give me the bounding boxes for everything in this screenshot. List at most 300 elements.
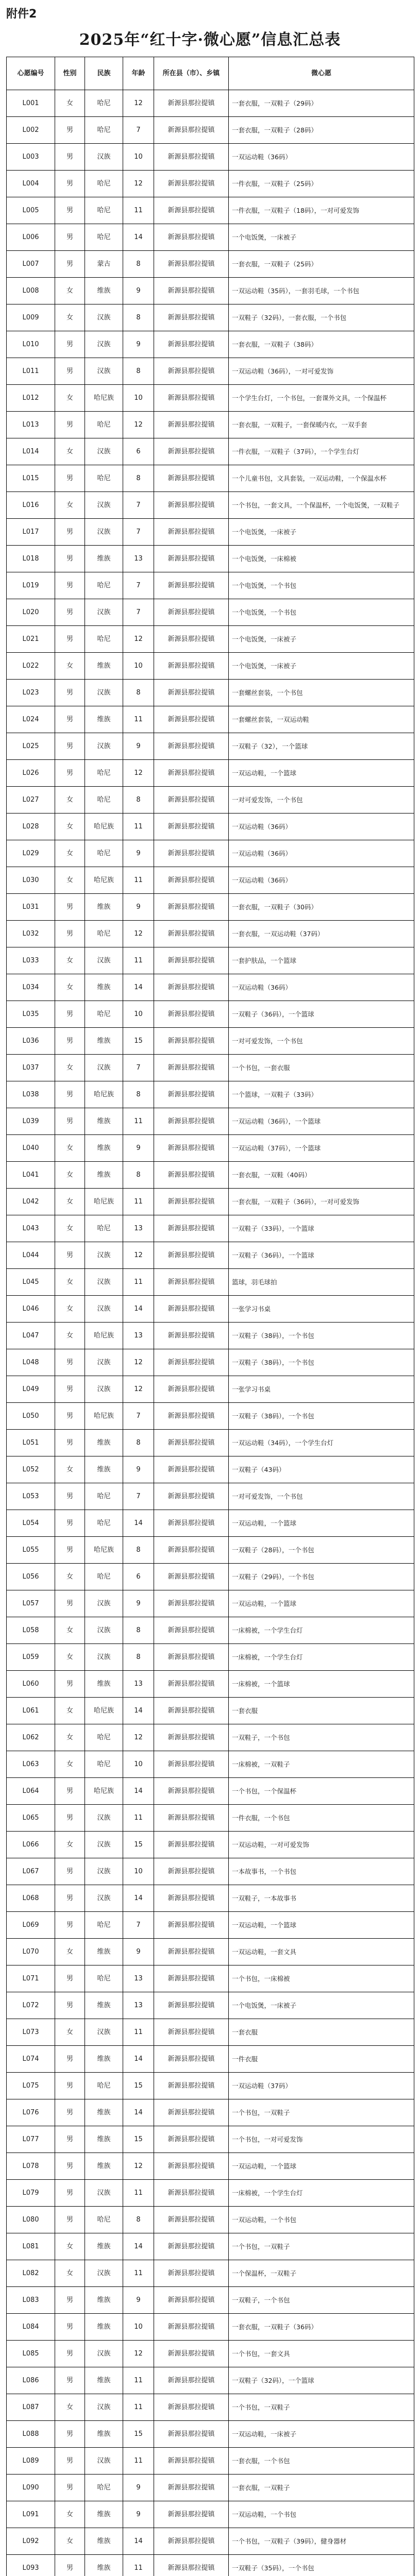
cell-location: 新源县那拉提镇 [154,412,229,438]
cell-gender: 男 [55,331,85,358]
cell-wish-id: L057 [7,1590,55,1617]
table-row [7,2475,414,2501]
table-row [7,412,414,438]
cell-ethnicity: 维族 [85,2555,123,2576]
cell-wish-id: L018 [7,546,55,572]
table-row [7,1939,414,1965]
cell-gender: 男 [55,1081,85,1108]
cell-location: 新源县那拉提镇 [154,1965,229,1992]
cell-age: 11 [123,2555,154,2576]
table-row [7,117,414,144]
cell-wish-id: L056 [7,1564,55,1590]
cell-location: 新源县那拉提镇 [154,1189,229,1215]
cell-micro-wish: 一套衣服，一双鞋子（30码） [229,894,414,921]
cell-age: 9 [123,278,154,304]
cell-wish-id: L017 [7,519,55,546]
cell-age: 8 [123,251,154,278]
cell-ethnicity: 哈尼 [85,412,123,438]
cell-location: 新源县那拉提镇 [154,438,229,465]
cell-gender: 女 [55,1832,85,1858]
cell-micro-wish: 一双运动鞋（37码），一个篮球 [229,1135,414,1162]
cell-ethnicity: 维族 [85,2314,123,2341]
cell-ethnicity: 哈尼 [85,921,123,947]
cell-location: 新源县那拉提镇 [154,840,229,867]
cell-wish-id: L004 [7,171,55,197]
cell-ethnicity: 维族 [85,1135,123,1162]
cell-micro-wish: 一双鞋子（32码），一个篮球 [229,2367,414,2394]
cell-micro-wish: 一套护肤品，一个篮球 [229,947,414,974]
cell-ethnicity: 维族 [85,653,123,680]
table-row [7,1885,414,1912]
cell-age: 9 [123,331,154,358]
cell-ethnicity: 哈尼族 [85,385,123,412]
cell-age: 9 [123,2475,154,2501]
cell-age: 8 [123,1617,154,1644]
cell-ethnicity: 维族 [85,2099,123,2126]
cell-ethnicity: 维族 [85,2528,123,2555]
cell-gender: 男 [55,1537,85,1564]
cell-location: 新源县那拉提镇 [154,2019,229,2046]
cell-age: 13 [123,1965,154,1992]
cell-micro-wish: 一张学习书桌 [229,1376,414,1403]
table-row [7,947,414,974]
cell-micro-wish: 一床棉被，一个学生台灯 [229,1617,414,1644]
cell-gender: 男 [55,2475,85,2501]
cell-age: 9 [123,2287,154,2314]
cell-gender: 男 [55,251,85,278]
cell-micro-wish: 一个电饭煲，一床被子 [229,224,414,251]
cell-ethnicity: 维族 [85,2233,123,2260]
cell-location: 新源县那拉提镇 [154,1215,229,1242]
cell-location: 新源县那拉提镇 [154,2180,229,2207]
cell-ethnicity: 汉族 [85,1885,123,1912]
cell-wish-id: L025 [7,733,55,760]
cell-wish-id: L008 [7,278,55,304]
cell-ethnicity: 哈尼 [85,2475,123,2501]
cell-ethnicity: 哈尼 [85,465,123,492]
table-row [7,1912,414,1939]
cell-ethnicity: 哈尼族 [85,1323,123,1349]
cell-age: 10 [123,1751,154,1778]
cell-location: 新源县那拉提镇 [154,2126,229,2153]
cell-age: 7 [123,1483,154,1510]
cell-micro-wish: 一双鞋子（38码），一个书包 [229,1403,414,1430]
cell-micro-wish: 一套衣服，一双鞋子 [229,2475,414,2501]
cell-location: 新源县那拉提镇 [154,572,229,599]
cell-age: 8 [123,358,154,385]
cell-gender: 男 [55,1805,85,1832]
table-row [7,1001,414,1028]
table-row [7,1055,414,1081]
table-row [7,1135,414,1162]
cell-ethnicity: 维族 [85,2287,123,2314]
cell-micro-wish: 一双运动鞋，一个篮球 [229,760,414,787]
cell-wish-id: L075 [7,2073,55,2099]
cell-ethnicity: 汉族 [85,680,123,706]
cell-location: 新源县那拉提镇 [154,1858,229,1885]
cell-age: 6 [123,438,154,465]
table-row [7,2153,414,2180]
cell-wish-id: L047 [7,1323,55,1349]
cell-ethnicity: 哈尼族 [85,1189,123,1215]
cell-wish-id: L074 [7,2046,55,2073]
cell-wish-id: L001 [7,90,55,117]
cell-micro-wish: 一对可爱发饰，一个书包 [229,787,414,814]
cell-age: 14 [123,2233,154,2260]
cell-micro-wish: 一双鞋子，一本故事书 [229,1885,414,1912]
table-row [7,2287,414,2314]
cell-micro-wish: 一套衣服，一双鞋子（25码） [229,251,414,278]
header-age: 年龄 [123,57,154,90]
cell-wish-id: L068 [7,1885,55,1912]
cell-ethnicity: 汉族 [85,358,123,385]
cell-ethnicity: 汉族 [85,438,123,465]
cell-location: 新源县那拉提镇 [154,1992,229,2019]
cell-age: 12 [123,90,154,117]
table-row [7,814,414,840]
cell-gender: 男 [55,2126,85,2153]
cell-gender: 男 [55,1108,85,1135]
cell-gender: 男 [55,2153,85,2180]
cell-ethnicity: 维族 [85,1430,123,1456]
cell-location: 新源县那拉提镇 [154,1939,229,1965]
cell-wish-id: L070 [7,1939,55,1965]
cell-age: 10 [123,2314,154,2341]
table-row [7,1698,414,1724]
cell-wish-id: L021 [7,626,55,653]
cell-gender: 男 [55,1430,85,1456]
cell-ethnicity: 汉族 [85,1590,123,1617]
cell-gender: 女 [55,787,85,814]
cell-micro-wish: 一个书包，一套衣服 [229,1055,414,1081]
cell-location: 新源县那拉提镇 [154,304,229,331]
cell-ethnicity: 哈尼 [85,840,123,867]
cell-gender: 女 [55,1189,85,1215]
cell-gender: 男 [55,1992,85,2019]
document-title: 2025年“红十字·微心愿”信息汇总表 [79,31,341,49]
table-header-row [7,57,414,90]
cell-wish-id: L076 [7,2099,55,2126]
cell-gender: 女 [55,1162,85,1189]
cell-ethnicity: 维族 [85,894,123,921]
table-body [7,90,414,2576]
cell-gender: 男 [55,1242,85,1269]
cell-location: 新源县那拉提镇 [154,1403,229,1430]
cell-ethnicity: 汉族 [85,519,123,546]
cell-micro-wish: 一张学习书桌 [229,1296,414,1323]
cell-wish-id: L024 [7,706,55,733]
cell-ethnicity: 哈尼 [85,1001,123,1028]
cell-location: 新源县那拉提镇 [154,760,229,787]
cell-age: 11 [123,2019,154,2046]
cell-micro-wish: 一件衣服，一个书包 [229,1805,414,1832]
cell-micro-wish: 一个电饭煲，一床被子 [229,653,414,680]
cell-ethnicity: 维族 [85,1992,123,2019]
cell-age: 9 [123,894,154,921]
cell-micro-wish: 一个书包，一套文具 [229,2341,414,2367]
cell-location: 新源县那拉提镇 [154,2341,229,2367]
cell-age: 12 [123,626,154,653]
cell-gender: 女 [55,1751,85,1778]
cell-wish-id: L040 [7,1135,55,1162]
cell-gender: 女 [55,1296,85,1323]
cell-micro-wish: 一个书包，一对可爱发饰 [229,2126,414,2153]
cell-age: 9 [123,1135,154,1162]
cell-wish-id: L028 [7,814,55,840]
cell-age: 7 [123,117,154,144]
cell-wish-id: L016 [7,492,55,519]
cell-wish-id: L029 [7,840,55,867]
cell-age: 8 [123,1081,154,1108]
table-row [7,2394,414,2421]
cell-age: 8 [123,1162,154,1189]
cell-gender: 女 [55,1269,85,1296]
cell-micro-wish: 一床棉被，一个学生台灯 [229,2180,414,2207]
cell-location: 新源县那拉提镇 [154,1671,229,1698]
cell-wish-id: L058 [7,1617,55,1644]
cell-wish-id: L067 [7,1858,55,1885]
table-row [7,2233,414,2260]
cell-wish-id: L014 [7,438,55,465]
cell-age: 7 [123,519,154,546]
cell-micro-wish: 一个电饭煲，一床棉被 [229,546,414,572]
cell-micro-wish: 一双鞋子，一个书包 [229,1724,414,1751]
table-row [7,358,414,385]
cell-location: 新源县那拉提镇 [154,894,229,921]
cell-gender: 男 [55,626,85,653]
cell-micro-wish: 一个保温杯，一双鞋子 [229,2260,414,2287]
cell-age: 12 [123,921,154,947]
cell-age: 8 [123,1537,154,1564]
cell-ethnicity: 汉族 [85,2180,123,2207]
cell-gender: 男 [55,1671,85,1698]
table-row [7,171,414,197]
cell-wish-id: L082 [7,2260,55,2287]
cell-gender: 男 [55,171,85,197]
cell-micro-wish: 一个电饭煲，一床被子 [229,1992,414,2019]
cell-ethnicity: 哈尼 [85,1215,123,1242]
cell-wish-id: L026 [7,760,55,787]
cell-ethnicity: 哈尼 [85,197,123,224]
cell-age: 15 [123,2073,154,2099]
cell-gender: 男 [55,2341,85,2367]
cell-ethnicity: 哈尼族 [85,1403,123,1430]
cell-micro-wish: 一套衣服，一双鞋子（38码） [229,331,414,358]
cell-micro-wish: 一双运动鞋（36码） [229,144,414,171]
table-row [7,2421,414,2448]
cell-micro-wish: 一套衣服，一双运动鞋（37码） [229,921,414,947]
cell-age: 14 [123,974,154,1001]
cell-wish-id: L003 [7,144,55,171]
cell-micro-wish: 一双运动鞋，一个书包 [229,2207,414,2233]
cell-age: 14 [123,224,154,251]
cell-wish-id: L060 [7,1671,55,1698]
cell-wish-id: L045 [7,1269,55,1296]
cell-gender: 男 [55,599,85,626]
cell-ethnicity: 哈尼 [85,224,123,251]
table-row [7,2046,414,2073]
cell-gender: 女 [55,90,85,117]
cell-ethnicity: 维族 [85,2153,123,2180]
cell-gender: 女 [55,2260,85,2287]
cell-gender: 男 [55,1001,85,1028]
cell-location: 新源县那拉提镇 [154,974,229,1001]
cell-micro-wish: 一套衣服，一双鞋子（28码） [229,117,414,144]
cell-ethnicity: 哈尼 [85,787,123,814]
cell-wish-id: L080 [7,2207,55,2233]
table-row [7,1537,414,1564]
cell-age: 13 [123,1992,154,2019]
cell-age: 9 [123,733,154,760]
cell-gender: 男 [55,572,85,599]
cell-wish-id: L041 [7,1162,55,1189]
cell-gender: 女 [55,2394,85,2421]
cell-wish-id: L043 [7,1215,55,1242]
cell-gender: 男 [55,1778,85,1805]
cell-micro-wish: 一套衣服，一双鞋子（36码） [229,2314,414,2341]
cell-location: 新源县那拉提镇 [154,2207,229,2233]
table-row [7,2260,414,2287]
cell-gender: 女 [55,814,85,840]
cell-ethnicity: 汉族 [85,1242,123,1269]
table-row [7,1376,414,1403]
cell-gender: 女 [55,840,85,867]
cell-micro-wish: 一双鞋子（28码），一个书包 [229,1537,414,1564]
cell-micro-wish: 一个书包，一双鞋子（39码），健身器材 [229,2528,414,2555]
table-row [7,894,414,921]
cell-gender: 女 [55,653,85,680]
cell-location: 新源县那拉提镇 [154,1376,229,1403]
cell-ethnicity: 汉族 [85,1832,123,1858]
cell-wish-id: L093 [7,2555,55,2576]
cell-gender: 女 [55,2501,85,2528]
cell-wish-id: L071 [7,1965,55,1992]
cell-ethnicity: 哈尼 [85,1510,123,1537]
cell-location: 新源县那拉提镇 [154,1055,229,1081]
header-gender: 性别 [55,57,85,90]
cell-gender: 男 [55,2180,85,2207]
cell-ethnicity: 哈尼 [85,90,123,117]
table-row [7,304,414,331]
cell-location: 新源县那拉提镇 [154,171,229,197]
cell-ethnicity: 维族 [85,974,123,1001]
cell-gender: 男 [55,2073,85,2099]
cell-gender: 女 [55,2528,85,2555]
table-row [7,251,414,278]
cell-gender: 男 [55,465,85,492]
cell-location: 新源县那拉提镇 [154,2260,229,2287]
cell-micro-wish: 一双运动鞋（36码） [229,974,414,1001]
cell-location: 新源县那拉提镇 [154,2528,229,2555]
cell-wish-id: L005 [7,197,55,224]
table-row [7,1242,414,1269]
header-location: 所在县（市）、乡镇 [154,57,229,90]
cell-gender: 女 [55,1323,85,1349]
cell-location: 新源县那拉提镇 [154,947,229,974]
cell-location: 新源县那拉提镇 [154,1001,229,1028]
cell-location: 新源县那拉提镇 [154,2394,229,2421]
cell-gender: 男 [55,733,85,760]
cell-wish-id: L027 [7,787,55,814]
cell-gender: 男 [55,2421,85,2448]
cell-age: 12 [123,2341,154,2367]
cell-gender: 男 [55,1376,85,1403]
cell-wish-id: L054 [7,1510,55,1537]
cell-ethnicity: 汉族 [85,733,123,760]
cell-location: 新源县那拉提镇 [154,1483,229,1510]
cell-micro-wish: 一双运动鞋，一个篮球 [229,2153,414,2180]
cell-age: 15 [123,2126,154,2153]
cell-location: 新源县那拉提镇 [154,867,229,894]
cell-location: 新源县那拉提镇 [154,1698,229,1724]
cell-gender: 女 [55,278,85,304]
cell-age: 7 [123,1055,154,1081]
cell-wish-id: L090 [7,2475,55,2501]
cell-wish-id: L053 [7,1483,55,1510]
cell-wish-id: L073 [7,2019,55,2046]
cell-gender: 男 [55,1965,85,1992]
cell-ethnicity: 维族 [85,1671,123,1698]
cell-gender: 女 [55,438,85,465]
cell-ethnicity: 汉族 [85,144,123,171]
cell-location: 新源县那拉提镇 [154,1805,229,1832]
cell-micro-wish: 一套衣服 [229,1698,414,1724]
header-wish-id: 心愿编号 [7,57,55,90]
cell-age: 11 [123,1805,154,1832]
cell-micro-wish: 一件衣服，一双鞋子（25码） [229,171,414,197]
cell-gender: 男 [55,2099,85,2126]
cell-age: 8 [123,787,154,814]
cell-ethnicity: 维族 [85,2126,123,2153]
table-row [7,733,414,760]
cell-micro-wish: 一双运动鞋（36码） [229,840,414,867]
table-row [7,974,414,1001]
table-row [7,787,414,814]
cell-micro-wish: 一套衣服 [229,2019,414,2046]
cell-wish-id: L009 [7,304,55,331]
cell-ethnicity: 蒙古 [85,251,123,278]
table-row [7,1992,414,2019]
cell-age: 7 [123,1403,154,1430]
cell-wish-id: L051 [7,1430,55,1456]
cell-micro-wish: 一双运动鞋（36码） [229,814,414,840]
cell-gender: 男 [55,2367,85,2394]
cell-location: 新源县那拉提镇 [154,1778,229,1805]
cell-wish-id: L038 [7,1081,55,1108]
cell-wish-id: L079 [7,2180,55,2207]
cell-micro-wish: 一个书包，一双鞋子 [229,2099,414,2126]
table-row [7,492,414,519]
cell-gender: 女 [55,1939,85,1965]
cell-wish-id: L069 [7,1912,55,1939]
cell-wish-id: L084 [7,2314,55,2341]
cell-gender: 女 [55,1644,85,1671]
cell-gender: 男 [55,117,85,144]
table-row [7,1617,414,1644]
cell-wish-id: L036 [7,1028,55,1055]
table-row [7,2555,414,2576]
cell-wish-id: L007 [7,251,55,278]
cell-gender: 女 [55,974,85,1001]
cell-wish-id: L002 [7,117,55,144]
cell-micro-wish: 一双鞋子（36码），一个篮球 [229,1242,414,1269]
cell-location: 新源县那拉提镇 [154,2287,229,2314]
cell-age: 10 [123,653,154,680]
cell-micro-wish: 篮球，羽毛球拍 [229,1269,414,1296]
cell-location: 新源县那拉提镇 [154,1269,229,1296]
cell-age: 11 [123,2448,154,2475]
table-row [7,1215,414,1242]
